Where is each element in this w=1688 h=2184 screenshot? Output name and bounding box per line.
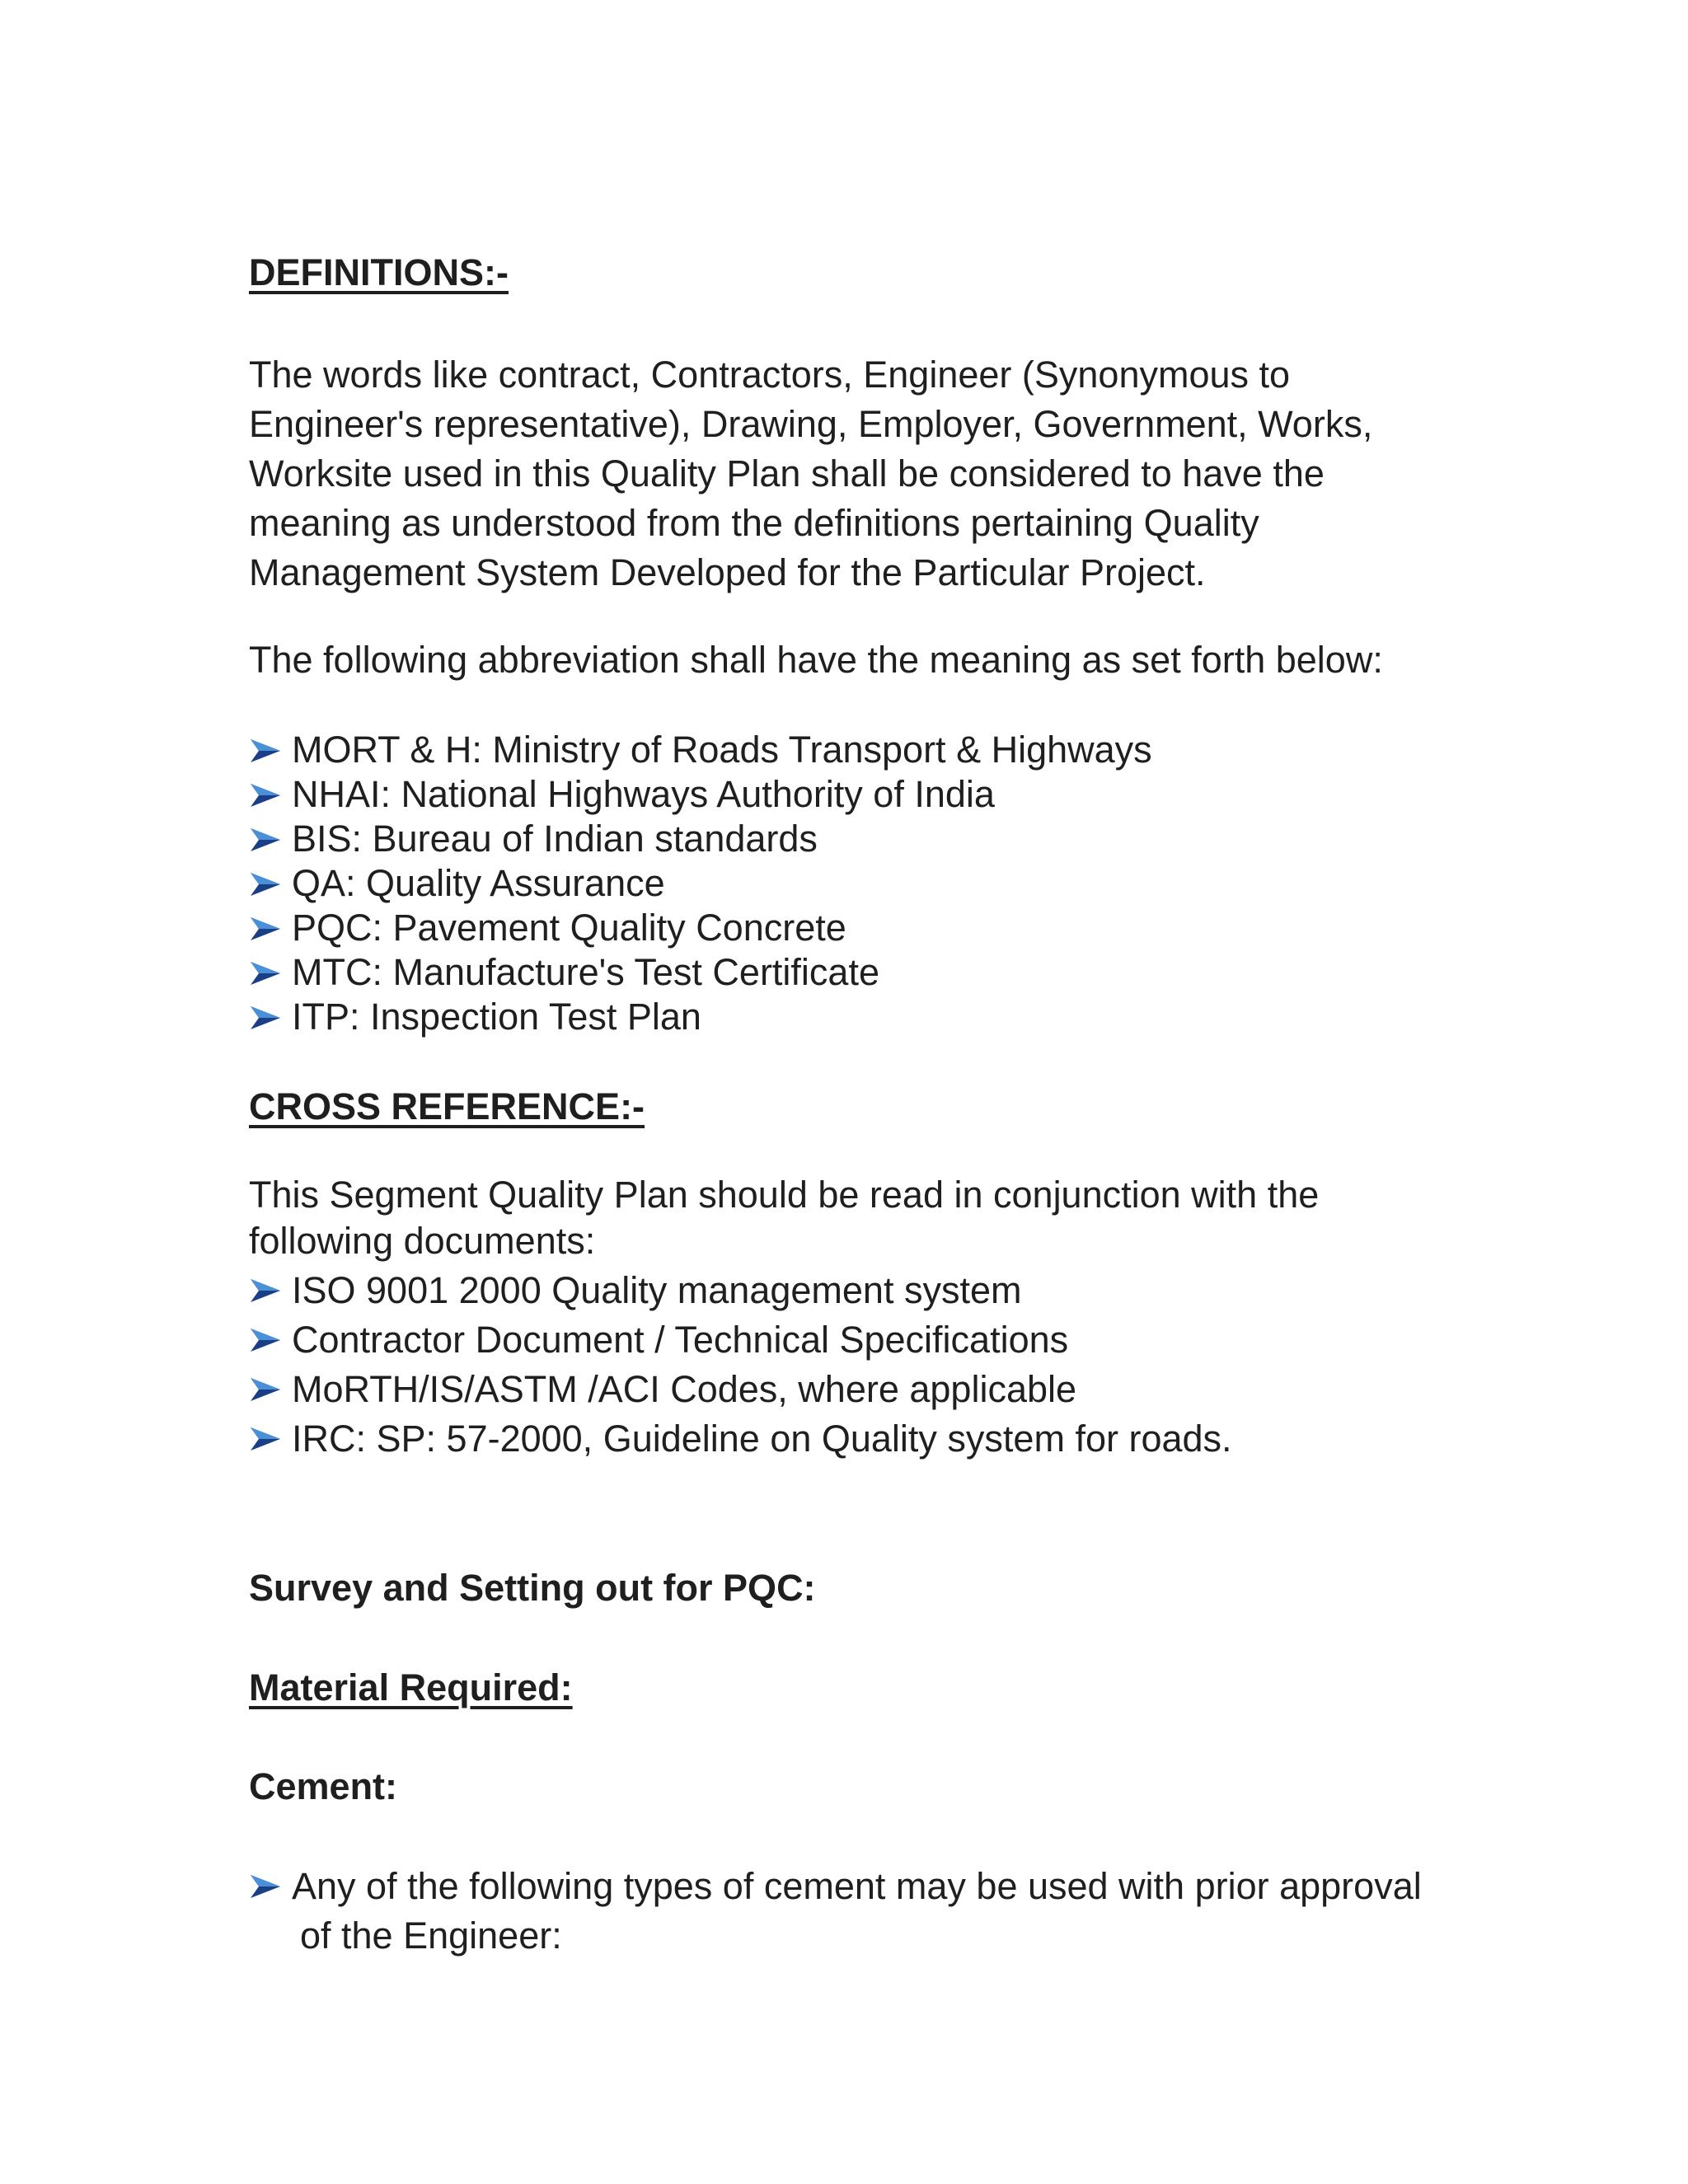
arrow-bullet-icon bbox=[249, 1873, 282, 1900]
paragraph-line: This Segment Quality Plan should be read in conjunction with the bbox=[249, 1174, 1320, 1216]
arrow-bullet-icon bbox=[249, 871, 282, 898]
definitions-heading: DEFINITIONS:- bbox=[249, 251, 509, 293]
list-item bbox=[249, 1414, 1232, 1464]
arrow-bullet-icon bbox=[249, 1376, 282, 1403]
paragraph-line: Worksite used in this Quality Plan shall be considered to have the bbox=[249, 452, 1325, 494]
abbreviation-text: BIS: Bureau of Indian standards bbox=[292, 818, 818, 860]
abbreviation-intro bbox=[249, 635, 1485, 685]
paragraph-line: Engineer's representative), Drawing, Employer, Government, Works, bbox=[249, 403, 1373, 445]
abbreviation-list bbox=[249, 728, 1152, 1039]
arrow-bullet-icon bbox=[249, 782, 282, 808]
list-item bbox=[249, 906, 1152, 950]
material-required-heading: Material Required: bbox=[249, 1666, 573, 1708]
list-item bbox=[249, 772, 1152, 817]
definitions-paragraph bbox=[249, 350, 1485, 598]
paragraph-line: meaning as understood from the definitions pertaining Quality bbox=[249, 502, 1259, 544]
arrow-bullet-icon bbox=[249, 916, 282, 942]
list-item bbox=[249, 1365, 1232, 1414]
paragraph-line: The words like contract, Contractors, Engineer (Synonymous to bbox=[249, 354, 1291, 396]
abbreviation-text: PQC: Pavement Quality Concrete bbox=[292, 907, 846, 949]
list-item bbox=[249, 1862, 1422, 1961]
cross-reference-heading: CROSS REFERENCE:- bbox=[249, 1085, 645, 1127]
list-item bbox=[249, 950, 1152, 995]
reference-documents-list bbox=[249, 1266, 1232, 1464]
arrow-bullet-icon bbox=[249, 827, 282, 853]
document-text: IRC: SP: 57-2000, Guideline on Quality system for roads. bbox=[292, 1418, 1232, 1460]
arrow-bullet-icon bbox=[249, 1277, 282, 1304]
abbreviation-text: ITP: Inspection Test Plan bbox=[292, 996, 701, 1038]
arrow-bullet-icon bbox=[249, 1327, 282, 1353]
cement-list bbox=[249, 1862, 1422, 1961]
cement-heading: Cement: bbox=[249, 1765, 398, 1807]
list-item bbox=[249, 861, 1152, 906]
cement-item-text: Any of the following types of cement may be used with prior approval bbox=[292, 1865, 1422, 1907]
paragraph-line: Management System Developed for the Particular Project. bbox=[249, 551, 1206, 593]
document-text: ISO 9001 2000 Quality management system bbox=[292, 1269, 1022, 1311]
cement-item-continuation: of the Engineer: bbox=[300, 1915, 562, 1957]
survey-heading: Survey and Setting out for PQC: bbox=[249, 1567, 816, 1609]
abbreviation-text: QA: Quality Assurance bbox=[292, 862, 665, 904]
list-item bbox=[249, 1266, 1232, 1315]
list-item bbox=[249, 995, 1152, 1039]
cross-reference-intro bbox=[249, 1172, 1485, 1264]
list-item bbox=[249, 728, 1152, 772]
document-text: Contractor Document / Technical Specifications bbox=[292, 1319, 1069, 1361]
arrow-bullet-icon bbox=[249, 960, 282, 987]
abbreviation-text: MORT & H: Ministry of Roads Transport & Highways bbox=[292, 729, 1152, 771]
arrow-bullet-icon bbox=[249, 738, 282, 764]
arrow-bullet-icon bbox=[249, 1005, 282, 1031]
abbreviation-text: NHAI: National Highways Authority of India bbox=[292, 773, 995, 815]
paragraph-line: following documents: bbox=[249, 1220, 596, 1262]
list-item bbox=[249, 817, 1152, 861]
abbreviation-text: MTC: Manufacture's Test Certificate bbox=[292, 951, 879, 993]
document-text: MoRTH/IS/ASTM /ACI Codes, where applicable bbox=[292, 1368, 1077, 1410]
abbreviation-intro-text: The following abbreviation shall have the meaning as set forth below: bbox=[249, 639, 1383, 681]
list-item bbox=[249, 1315, 1232, 1365]
arrow-bullet-icon bbox=[249, 1426, 282, 1452]
